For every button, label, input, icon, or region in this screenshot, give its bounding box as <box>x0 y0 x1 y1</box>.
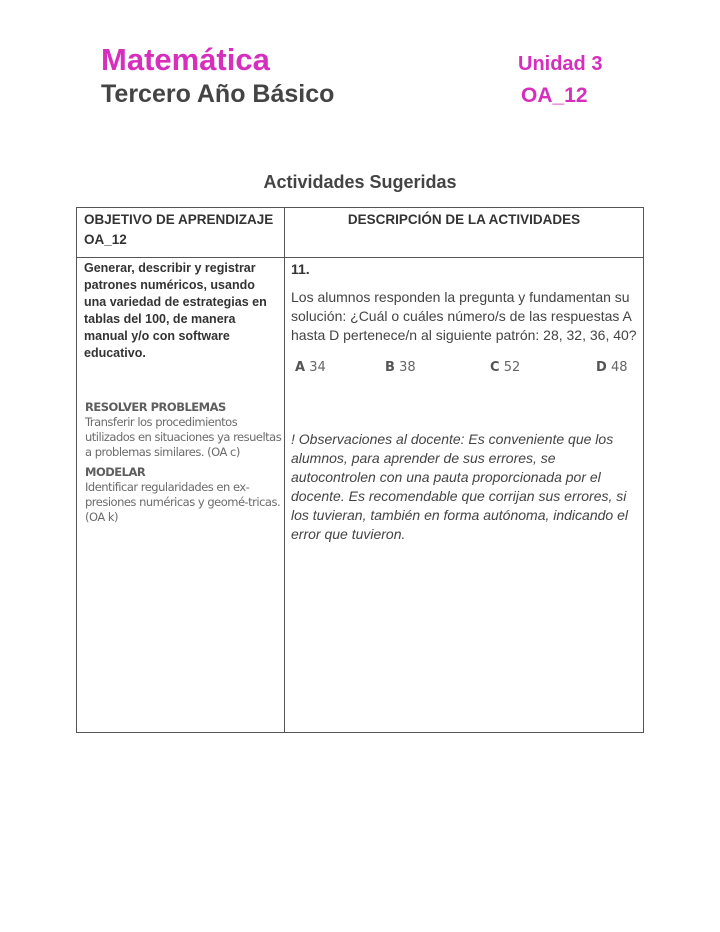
activities-table <box>76 207 644 733</box>
answer-option-b: B 38 <box>385 360 416 375</box>
grade-title: Tercero Año Básico <box>101 80 335 108</box>
table-header-row <box>77 208 644 258</box>
objective-code: OA_12 <box>521 84 588 107</box>
subject-title: Matemática <box>101 42 270 77</box>
description-cell <box>285 258 644 733</box>
skill-text: Transferir los procedimientos utilizados en situaciones ya resueltas a problemas similares. (OA c) <box>85 415 282 459</box>
answer-options <box>291 360 637 380</box>
skill-title: RESOLVER PROBLEMAS <box>85 400 226 414</box>
skill-title: MODELAR <box>85 465 146 479</box>
teacher-observations: ! Observaciones al docente: Es conveniente que los alumnos, para aprender de sus errores, se autocontrolen con una pauta proporcionada por el docente. Es recomendable que corrijan sus errores, si los tuvieran, también en forma autónoma, indicando el error que tuvieron. <box>291 431 628 542</box>
skill-modelar <box>85 465 284 525</box>
skill-text: Identificar regularidades en ex-presiones numéricas y geomé-tricas. (OA k) <box>85 480 281 524</box>
objective-text: Generar, describir y registrar patrones numéricos, usando una variedad de estrategias en tablas del 100, de manera manual y/o con software educativo. <box>84 261 267 360</box>
objective-column-header: OBJETIVO DE APRENDIZAJE OA_12 <box>77 208 285 258</box>
section-title: Actividades Sugeridas <box>263 172 457 192</box>
activity-question: Los alumnos responden la pregunta y fundamentan su solución: ¿Cuál o cuáles número/s de las respuestas A hasta D pertenece/n al siguiente patrón: 28, 32, 36, 40? <box>291 289 637 343</box>
table-row <box>77 258 644 733</box>
activity-number: 11. <box>291 261 310 277</box>
description-column-header: DESCRIPCIÓN DE LA ACTIVIDADES <box>285 208 644 258</box>
skill-resolver-problemas <box>85 400 284 460</box>
unit-label: Unidad 3 <box>518 53 603 75</box>
objective-cell <box>77 258 285 733</box>
answer-option-d: D 48 <box>596 360 628 375</box>
answer-option-a: A 34 <box>295 360 326 375</box>
answer-option-c: C 52 <box>490 360 521 375</box>
skills-list <box>85 400 284 525</box>
